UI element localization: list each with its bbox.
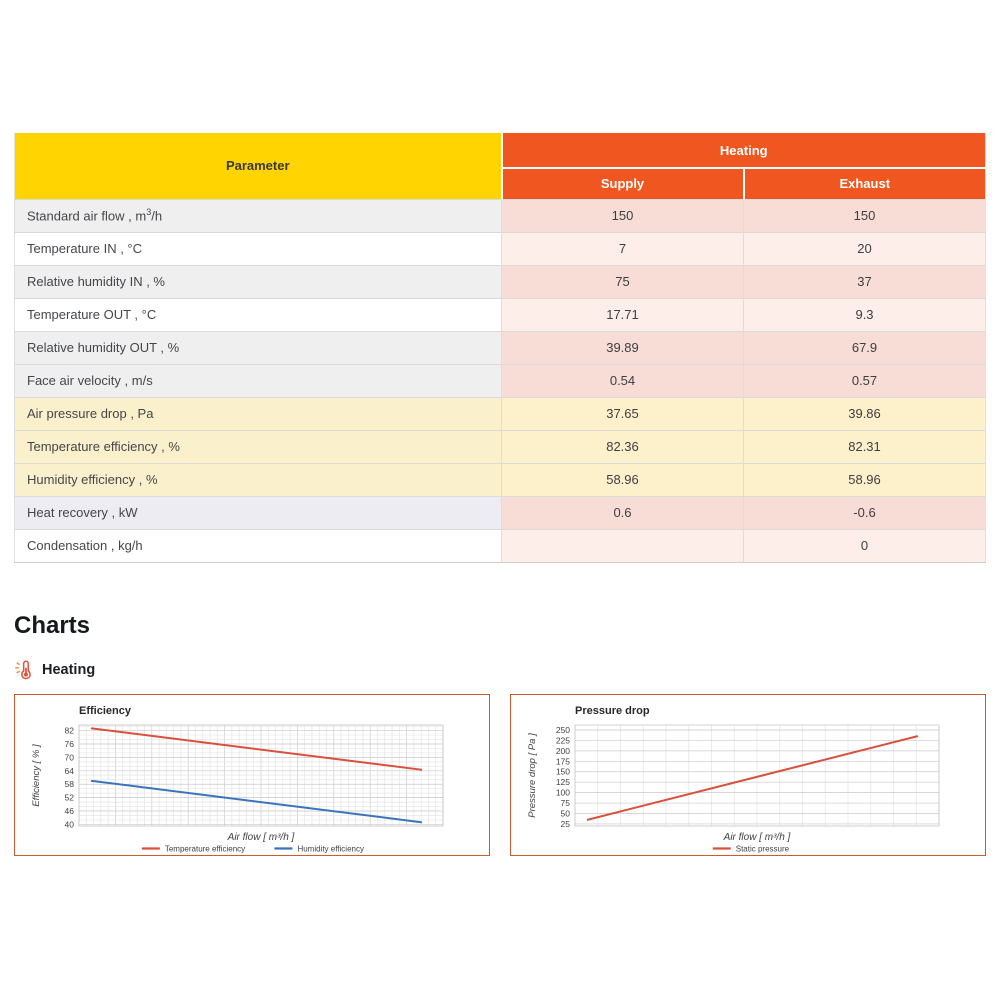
supply-value-cell: 0.6 xyxy=(502,496,744,529)
exhaust-value-cell: 82.31 xyxy=(744,430,986,463)
series-line xyxy=(588,736,917,819)
exhaust-value-cell: 150 xyxy=(744,199,986,232)
table-row xyxy=(15,298,986,331)
chart-title: Efficiency xyxy=(79,705,131,717)
y-tick-label: 82 xyxy=(64,725,74,736)
efficiency-chart-card xyxy=(14,694,490,856)
table-row xyxy=(15,364,986,397)
supply-value-cell: 39.89 xyxy=(502,331,744,364)
y-tick-label: 46 xyxy=(64,806,74,817)
y-tick-label: 225 xyxy=(555,735,570,746)
supply-header-cell: Supply xyxy=(502,168,744,199)
table-row xyxy=(15,397,986,430)
supply-value-cell: 82.36 xyxy=(502,430,744,463)
y-tick-label: 250 xyxy=(555,725,570,736)
table-row xyxy=(15,199,986,232)
y-tick-label: 125 xyxy=(555,777,570,788)
y-tick-label: 70 xyxy=(64,752,74,763)
exhaust-value-cell: 39.86 xyxy=(744,397,986,430)
legend-label: Static pressure xyxy=(735,844,790,854)
supply-value-cell: 150 xyxy=(502,199,744,232)
x-axis-label: Air flow [ m³/h ] xyxy=(227,832,295,843)
y-tick-label: 100 xyxy=(555,787,570,798)
exhaust-value-cell: 20 xyxy=(744,232,986,265)
y-tick-label: 175 xyxy=(555,756,570,767)
y-tick-label: 64 xyxy=(64,765,74,776)
y-tick-label: 50 xyxy=(560,808,570,819)
parameter-cell: Standard air flow , $m^3/h$ xyxy=(15,199,502,232)
y-tick-label: 58 xyxy=(64,779,74,790)
parameter-cell: Face air velocity , m/s xyxy=(15,364,502,397)
y-tick-label: 150 xyxy=(555,766,570,777)
supply-value-cell xyxy=(502,529,744,562)
table-row xyxy=(15,232,986,265)
exhaust-value-cell: 37 xyxy=(744,265,986,298)
y-axis-label: Efficiency [ % ] xyxy=(31,744,42,807)
thermometer-heat-icon xyxy=(13,659,34,681)
parameter-cell: Condensation , kg/h xyxy=(15,529,502,562)
supply-value-cell: 75 xyxy=(502,265,744,298)
supply-value-cell: 37.65 xyxy=(502,397,744,430)
table-row xyxy=(15,496,986,529)
parameter-cell: Temperature OUT , °C xyxy=(15,298,502,331)
exhaust-value-cell: 0.57 xyxy=(744,364,986,397)
heating-subsection xyxy=(13,659,95,681)
x-axis-label: Air flow [ m³/h ] xyxy=(723,832,791,843)
exhaust-value-cell: 67.9 xyxy=(744,331,986,364)
parameter-header-cell: Parameter xyxy=(15,133,502,199)
parameters-table-wrapper xyxy=(14,133,985,563)
series-line xyxy=(92,728,421,769)
table-row xyxy=(15,331,986,364)
y-tick-label: 52 xyxy=(64,792,74,803)
parameters-table xyxy=(14,133,986,563)
exhaust-header-cell: Exhaust xyxy=(744,168,986,199)
exhaust-value-cell: 9.3 xyxy=(744,298,986,331)
y-tick-label: 75 xyxy=(560,798,570,809)
parameter-cell: Relative humidity IN , % xyxy=(15,265,502,298)
parameter-cell: Humidity efficiency , % xyxy=(15,463,502,496)
charts-section-title: Charts xyxy=(14,612,91,639)
parameter-cell: Temperature IN , °C xyxy=(15,232,502,265)
table-row xyxy=(15,463,986,496)
y-axis-label: Pressure drop [ Pa ] xyxy=(527,733,538,818)
charts-row xyxy=(14,694,986,856)
efficiency-chart xyxy=(15,695,489,855)
parameter-cell: Relative humidity OUT , % xyxy=(15,331,502,364)
y-tick-label: 25 xyxy=(560,818,570,829)
chart-title: Pressure drop xyxy=(575,705,650,717)
exhaust-value-cell: 58.96 xyxy=(744,463,986,496)
parameter-cell: Air pressure drop , Pa xyxy=(15,397,502,430)
exhaust-value-cell: 0 xyxy=(744,529,986,562)
table-row xyxy=(15,529,986,562)
pressure-drop-chart xyxy=(511,695,985,855)
legend-label: Humidity efficiency xyxy=(297,844,364,854)
supply-value-cell: 17.71 xyxy=(502,298,744,331)
parameter-cell: Heat recovery , kW xyxy=(15,496,502,529)
y-tick-label: 40 xyxy=(64,819,74,830)
exhaust-value-cell: -0.6 xyxy=(744,496,986,529)
table-row xyxy=(15,265,986,298)
y-tick-label: 200 xyxy=(555,745,570,756)
heating-subsection-label: Heating xyxy=(42,662,96,678)
y-tick-label: 76 xyxy=(64,738,74,749)
table-row xyxy=(15,430,986,463)
supply-value-cell: 58.96 xyxy=(502,463,744,496)
heating-header-cell: Heating xyxy=(502,133,986,168)
supply-value-cell: 0.54 xyxy=(502,364,744,397)
supply-value-cell: 7 xyxy=(502,232,744,265)
parameter-cell: Temperature efficiency , % xyxy=(15,430,502,463)
pressure-drop-chart-card xyxy=(510,694,986,856)
series-line xyxy=(92,781,421,822)
legend-label: Temperature efficiency xyxy=(164,844,246,854)
